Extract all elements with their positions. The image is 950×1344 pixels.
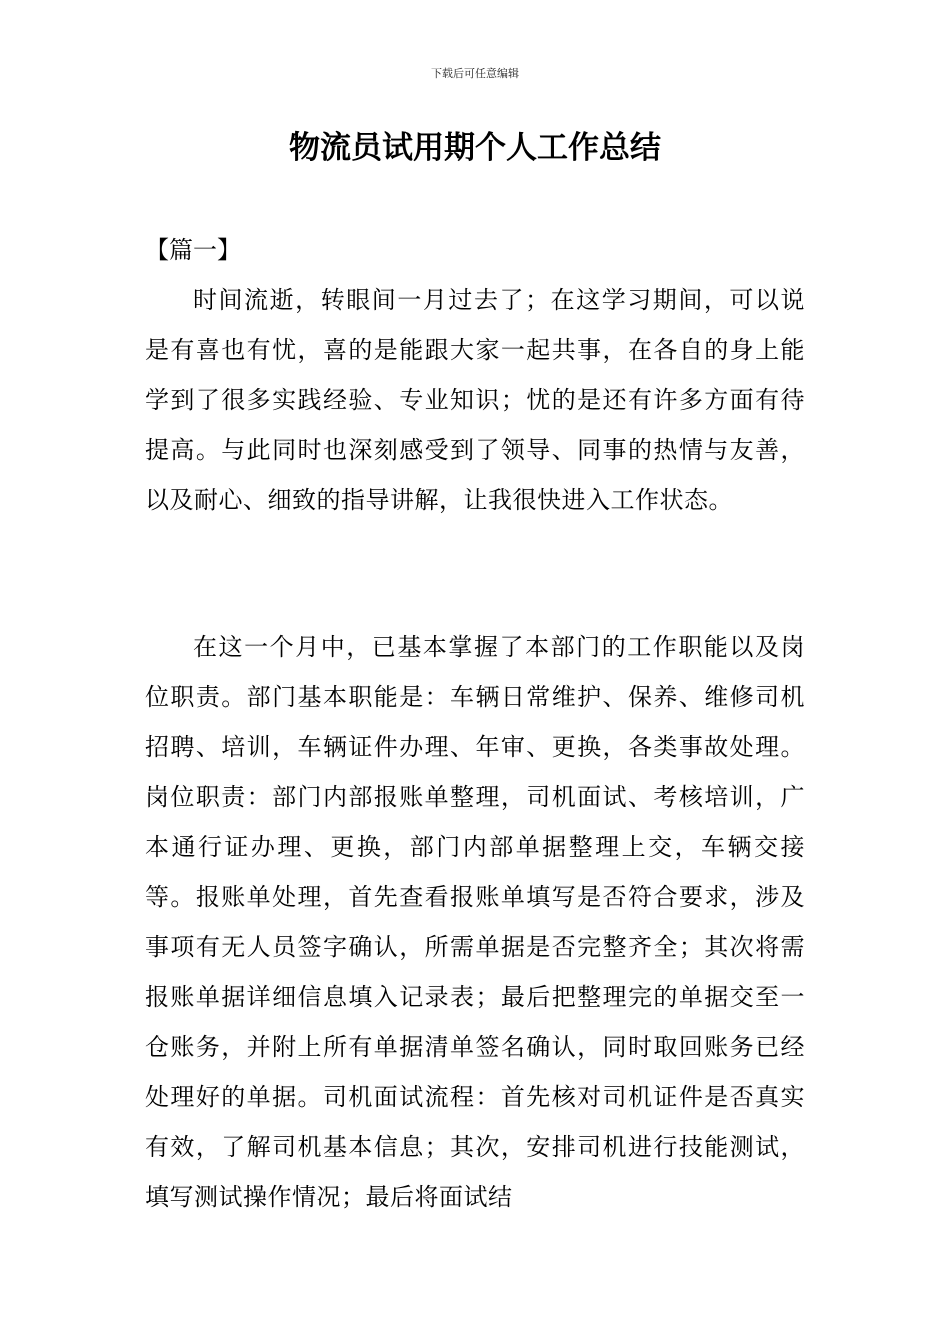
section-label: 【篇一】 [145,236,241,264]
paragraph-1: 时间流逝，转眼间一月过去了；在这学习期间，可以说是有喜也有忧，喜的是能跟大家一起共事，在各自的身上能学到了很多实践经验、专业知识；忧的是还有许多方面有待提高。与此同时也深刻感受到了领导、同事的热情与友善，以及耐心、细致的指导讲解，让我很快进入工作状态。 [145,286,805,514]
document-title: 物流员试用期个人工作总结 [289,130,661,166]
header-note: 下载后可任意编辑 [431,67,519,80]
paragraph-2: 在这一个月中，已基本掌握了本部门的工作职能以及岗位职责。部门基本职能是：车辆日常维护、保养、维修司机招聘、培训，车辆证件办理、年审、更换，各类事故处理。岗位职责：部门内部报账单整理，司机面试、考核培训，广本通行证办理、更换，部门内部单据整理上交，车辆交接等。报账单处理，首先查看报账单填写是否符合要求，涉及事项有无人员签字确认，所需单据是否完整齐全；其次将需报账单据详细信息填入记录表；最后把整理完的单据交至一仓账务，并附上所有单据清单签名确认，同时取回账务已经处理好的单据。司机面试流程：首先核对司机证件是否真实有效，了解司机基本信息；其次，安排司机进行技能测试，填写测试操作情况；最后将面试结 [145,633,805,1211]
